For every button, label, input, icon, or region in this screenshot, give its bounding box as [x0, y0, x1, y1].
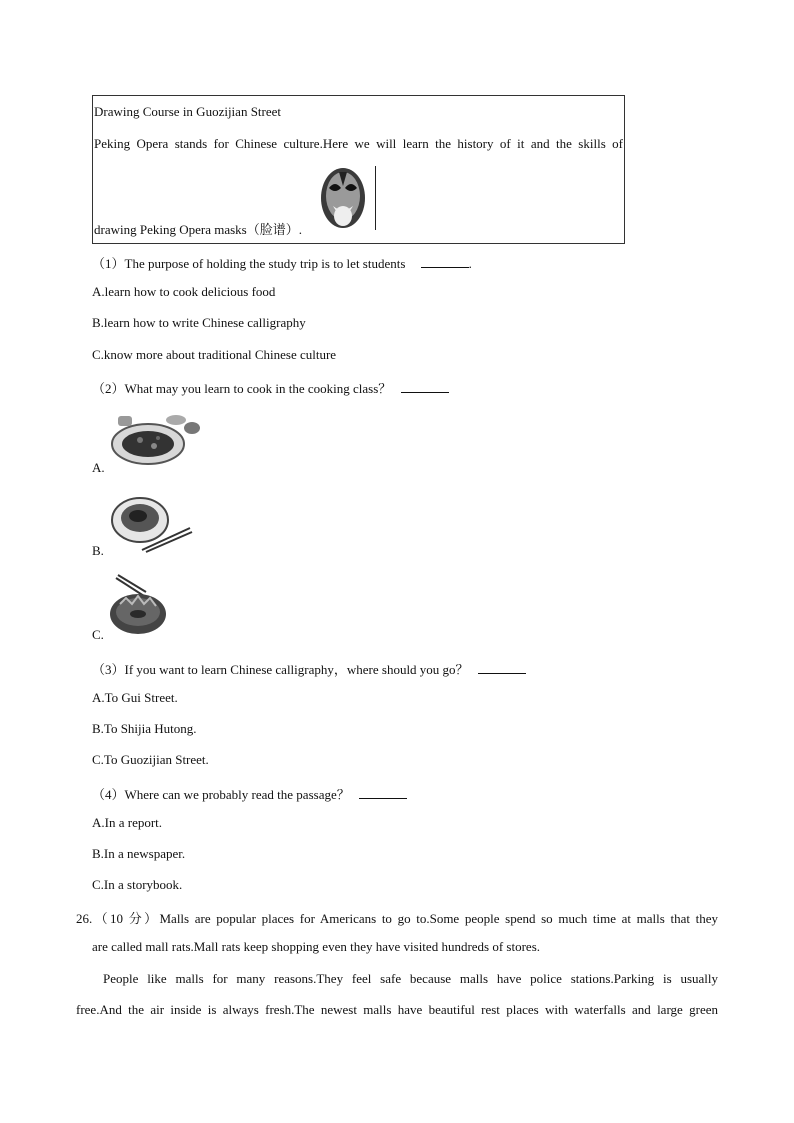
question-4-text: （4）Where can we probably read the passage？ — [92, 787, 350, 802]
question-2-text: （2）What may you learn to cook in the cooking class？ — [92, 381, 392, 396]
question-3-text: （3）If you want to learn Chinese calligraphy，where should you go？ — [92, 662, 469, 677]
q3-option-b: B.To Shijia Hutong. — [92, 721, 197, 736]
q4-option-a: A.In a report. — [92, 815, 163, 830]
question-2-stem — [92, 378, 449, 397]
box-text-line-2: drawing Peking Opera masks（脸谱）. — [94, 222, 302, 237]
box-text-line-1: Peking Opera stands for Chinese culture.Here we will learn the history of it and the skills of — [94, 136, 623, 151]
question-1-text: （1）The purpose of holding the study trip is to let students — [92, 256, 406, 271]
answer-blank-1[interactable] — [421, 257, 469, 268]
passage-26-line-1: 26.（10 分）Malls are popular places for Americans to go to.Some people spend so much time at malls that they — [76, 911, 718, 926]
passage-26-line-2: are called mall rats.Mall rats keep shopping even they have visited hundreds of stores. — [92, 939, 541, 954]
question-4-stem — [92, 784, 407, 803]
q1-option-b: B.learn how to write Chinese calligraphy — [92, 315, 306, 330]
q2-option-c-label: C. — [92, 627, 104, 642]
passage-26-line-4: free.And the air inside is always fresh.The newest malls have beautiful rest places with waterfalls and large green — [76, 1002, 718, 1017]
answer-blank-4[interactable] — [359, 788, 407, 799]
q2-option-b-label: B. — [92, 543, 104, 558]
passage-26-line-3: People like malls for many reasons.They feel safe because malls have police stations.Parking is usually — [103, 971, 718, 986]
answer-blank-2[interactable] — [401, 382, 449, 393]
noodle-bowl-image — [108, 492, 196, 554]
question-3-stem — [92, 659, 526, 678]
q4-option-c: C.In a storybook. — [92, 877, 183, 892]
q2-option-a-label: A. — [92, 460, 105, 475]
peking-opera-mask-image — [319, 166, 379, 230]
box-title: Drawing Course in Guozijian Street — [94, 104, 282, 119]
q4-option-b: B.In a newspaper. — [92, 846, 186, 861]
q1-option-c: C.know more about traditional Chinese culture — [92, 347, 337, 362]
q1-option-a: A.learn how to cook delicious food — [92, 284, 276, 299]
question-1-stem — [92, 253, 472, 272]
q3-option-c: C.To Guozijian Street. — [92, 752, 209, 767]
q3-option-a: A.To Gui Street. — [92, 690, 178, 705]
course-info-box — [92, 95, 625, 244]
question-1-end: . — [468, 256, 472, 271]
answer-blank-3[interactable] — [478, 663, 526, 674]
hotpot-image — [106, 574, 170, 638]
dish-plate-image — [106, 408, 202, 470]
